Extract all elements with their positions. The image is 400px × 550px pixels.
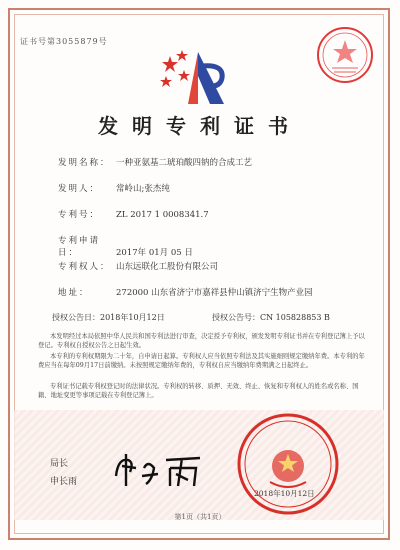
paragraph-status: 专利证书记载专利权登记时的法律状况。专利权的转移、质押、无效、终止、恢复和专利权人的姓名或名称、国籍、地址变更等事项记载在专利登记簿上。 xyxy=(38,383,359,399)
field-value: 常岭山;张杰纯 xyxy=(116,184,170,194)
field-patent-number xyxy=(58,208,209,220)
field-patentee xyxy=(58,260,218,272)
page-number: 第1页（共1页） xyxy=(174,513,226,521)
field-label: 发明名称： xyxy=(58,158,111,168)
document-seal-icon xyxy=(316,26,374,84)
field-label: 发明人： xyxy=(58,184,101,194)
field-inventors xyxy=(58,182,170,194)
director-signature-icon xyxy=(108,446,208,496)
field-label: 专利申请日： xyxy=(58,236,101,258)
patent-office-logo-icon xyxy=(158,46,238,106)
seal-date: 2018年10月12日 xyxy=(254,489,315,498)
field-value: 272000 山东省济宁市嘉祥县仲山镇济宁生物产业园 xyxy=(116,288,313,298)
field-label: 专利号： xyxy=(58,210,101,220)
field-invention-name xyxy=(58,156,252,168)
field-value: 山东远联化工股份有限公司 xyxy=(116,262,219,272)
field-address xyxy=(58,286,313,298)
paragraph-grant: 本发明经过本局依照中华人民共和国专利法进行审查，决定授予专利权，颁发发明专利证书并在专利登记簿上予以登记。专利权自授权公告之日起生效。 xyxy=(38,333,365,349)
field-value: 一种亚氨基二琥珀酸四钠的合成工艺 xyxy=(116,158,253,168)
certificate-title: 发明专利证书 xyxy=(98,114,302,138)
director-title: 局长 xyxy=(50,459,69,469)
field-label: 地址： xyxy=(58,288,90,298)
field-label: 专利权人： xyxy=(58,262,111,272)
grant-number: 授权公告号：CN 105828853 B xyxy=(212,313,330,322)
field-application-date xyxy=(58,234,193,258)
field-value: 2017年 01月 05 日 xyxy=(116,248,193,258)
paragraph-term: 本专利的专利权期限为二十年，自申请日起算。专利权人应当依照专利法及其实施细则规定缴纳年费。本专利的年费应当在每年09月17日前缴纳。未按照规定缴纳年费的，专利权自应当缴纳年费期满之日起终止。 xyxy=(38,353,365,369)
field-value: ZL 2017 1 0008341.7 xyxy=(116,210,209,220)
certificate-number: 证书号第3055879号 xyxy=(20,37,108,46)
grant-date: 授权公告日：2018年10月12日 xyxy=(52,313,165,322)
director-name: 申长雨 xyxy=(50,477,78,487)
office-seal-icon xyxy=(236,412,340,516)
